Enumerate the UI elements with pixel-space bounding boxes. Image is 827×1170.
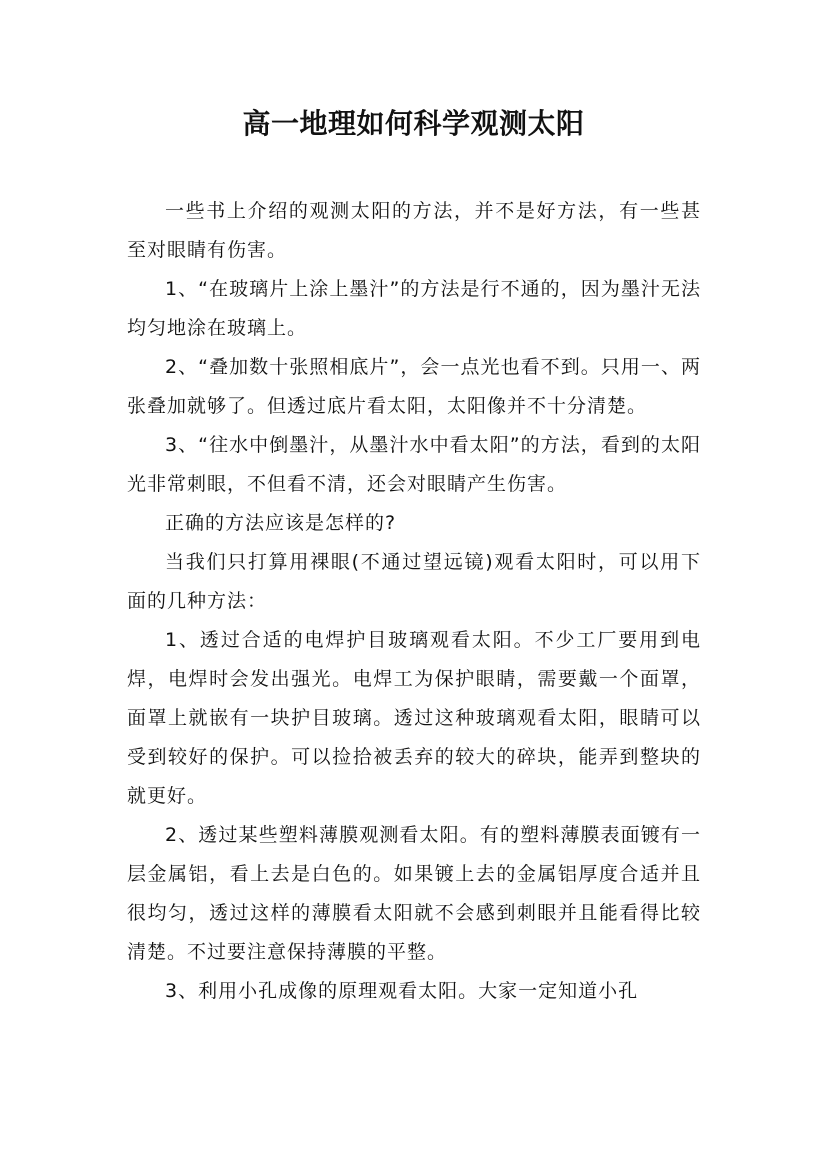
- paragraph: 3、利用小孔成像的原理观看太阳。大家一定知道小孔: [165, 980, 639, 1002]
- paragraph: 当我们只打算用裸眼(不通过望远镜)观看太阳时，可以用下面的几种方法：: [127, 551, 701, 612]
- paragraph: 3、“往水中倒墨汁，从墨汁水中看太阳”的方法，看到的太阳光非常刺眼，不但看不清，还会对眼睛产生伤害。: [127, 434, 701, 495]
- document-title: 高一地理如何科学观测太阳: [242, 107, 585, 140]
- paragraph: 1、透过合适的电焊护目玻璃观看太阳。不少工厂要用到电焊，电焊时会发出强光。电焊工为保护眼睛，需要戴一个面罩，面罩上就嵌有一块护目玻璃。透过这种玻璃观看太阳，眼睛可以受到较好的保护。可以捡拾被丢弃的较大的碎块，能弄到整块的就更好。: [127, 629, 701, 807]
- paragraph: 一些书上介绍的观测太阳的方法，并不是好方法，有一些甚至对眼睛有伤害。: [127, 200, 701, 261]
- paragraph: 2、“叠加数十张照相底片”，会一点光也看不到。只用一、两张叠加就够了。但透过底片看太阳，太阳像并不十分清楚。: [127, 356, 701, 417]
- document-body: [127, 192, 701, 1011]
- paragraph: 1、“在玻璃片上涂上墨汁”的方法是行不通的，因为墨汁无法均匀地涂在玻璃上。: [127, 278, 701, 339]
- paragraph: 正确的方法应该是怎样的?: [165, 512, 397, 534]
- paragraph: 2、透过某些塑料薄膜观测看太阳。有的塑料薄膜表面镀有一层金属铝，看上去是白色的。如果镀上去的金属铝厚度合适并且很均匀，透过这样的薄膜看太阳就不会感到刺眼并且能看得比较清楚。不过要注意保持薄膜的平整。: [127, 824, 701, 963]
